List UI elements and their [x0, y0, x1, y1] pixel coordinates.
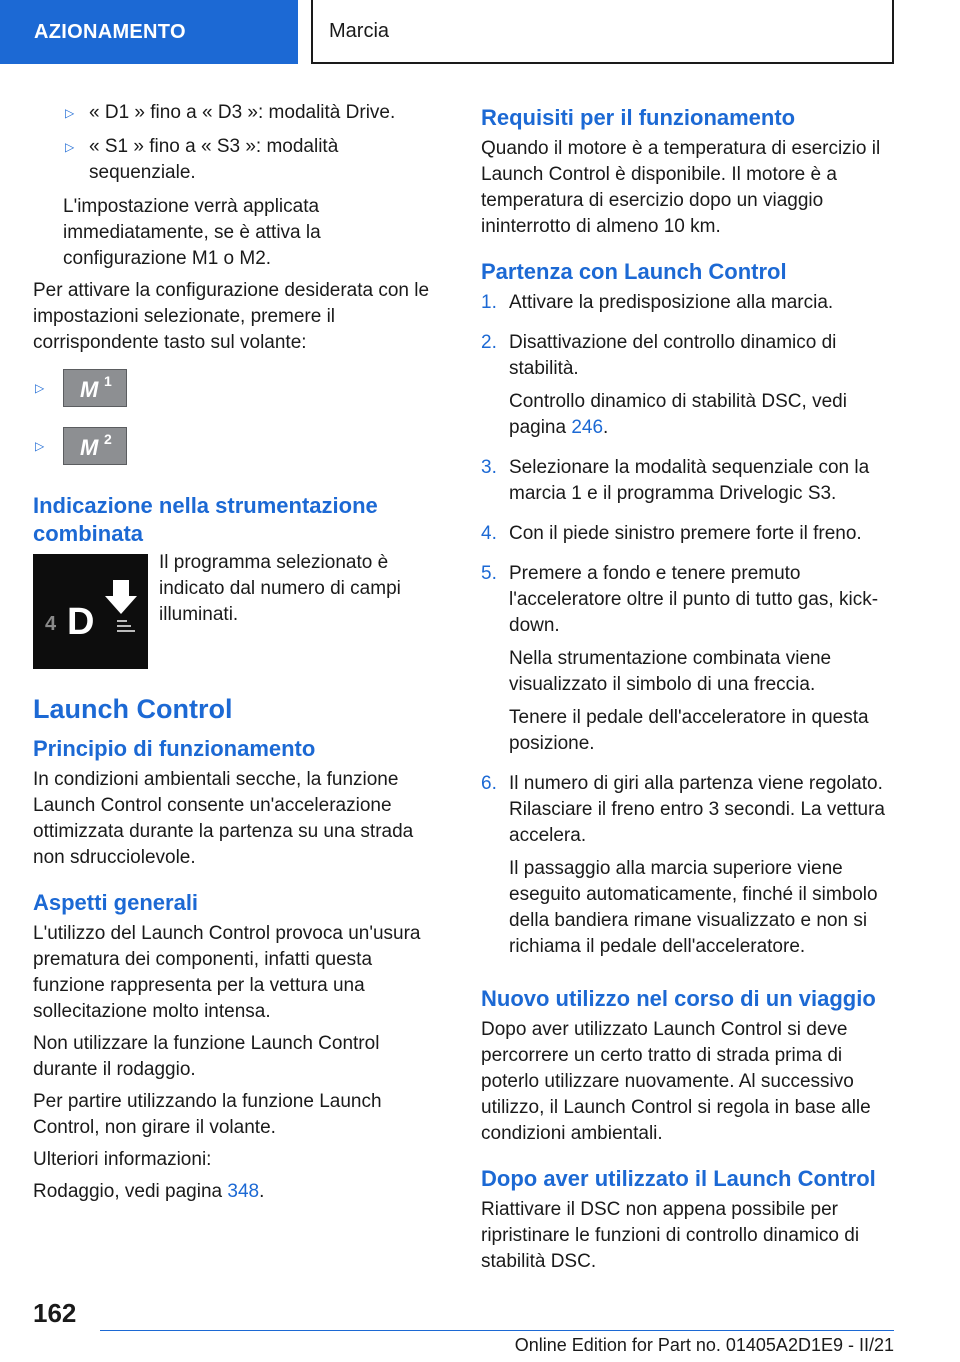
page-number: 162 [33, 1298, 77, 1328]
requirements-text: Quando il motore è a temperatura di esercizio il Launch Control è disponibile. Il motore è a temperatura di esercizio dopo un viaggio ininterrotto di almeno 10 km. [481, 138, 881, 237]
footer-divider [100, 1330, 894, 1331]
m2-button-row [33, 420, 448, 472]
m1-button-row [33, 362, 448, 414]
list-item [481, 290, 899, 323]
indicator-bar [117, 630, 135, 632]
list-item [33, 134, 448, 186]
reuse-text: Dopo aver utilizzato Launch Control si deve percorrere un certo tratto di strada prima di poterlo utilizzare nuovamente. Al successivo utilizzo, il Launch Control si regola in base alle condizioni ambientali. [481, 1019, 871, 1144]
section-tab [0, 0, 298, 64]
indicator-bar [117, 620, 127, 622]
step-number: 1. [481, 292, 497, 313]
list-item [481, 521, 899, 554]
m1-sup: 1 [104, 373, 112, 389]
general-text-2: Non utilizzare la funzione Launch Control durante il rodaggio. [33, 1033, 380, 1080]
page-link[interactable]: 348 [227, 1181, 260, 1202]
step-subtext: Il passaggio alla marcia superiore viene eseguito automaticamente, finché il simbolo della bandiera rimane visualizzato e non si richiama il pedale dell'acceleratore. [509, 858, 878, 957]
after-text: Riattivare il DSC non appena possibile per ripristinare le funzioni di controllo dinamico di stabilità DSC. [481, 1199, 860, 1272]
list-item [33, 100, 448, 126]
setting-note: L'impostazione verrà applicata immediatamente, se è attiva la configurazione M1 o M2. [63, 196, 321, 269]
step-text: Attivare la predisposizione alla marcia. [509, 292, 834, 313]
requirements-heading: Requisiti per il funzionamento [481, 105, 796, 130]
m1-button-icon [63, 369, 127, 407]
right-column [481, 100, 899, 1281]
principle-heading: Principio di funzionamento [33, 736, 316, 761]
down-arrow-icon [105, 580, 137, 614]
principle-text: In condizioni ambientali secche, la funzione Launch Control consente un'accelerazione ottimizzata durante la partenza su una strada non sdrucciolevole. [33, 769, 414, 868]
list-item [481, 455, 899, 514]
indication-block [33, 554, 448, 669]
start-heading: Partenza con Launch Control [481, 259, 787, 284]
list-item [481, 771, 899, 967]
indicator-bar [117, 625, 131, 627]
general-heading: Aspetti generali [33, 890, 199, 915]
m2-letter: M [80, 435, 99, 460]
triangle-bullet-icon: ▷ [65, 106, 75, 120]
m1-letter: M [80, 377, 99, 402]
step-subtext: Nella strumentazione combinata viene visualizzato il simbolo di una freccia. [509, 648, 832, 695]
step-text: Selezionare la modalità sequenziale con la marcia 1 e il programma Drivelogic S3. [509, 457, 870, 504]
section-title: AZIONAMENTO [34, 21, 186, 43]
step-text: Premere a fondo e tenere premuto l'acceleratore oltre il punto di tutto gas, kick-down. [509, 563, 879, 636]
general-text-3: Per partire utilizzando la funzione Launch Control, non girare il volante. [33, 1091, 382, 1138]
page-link[interactable]: 246 [571, 417, 604, 438]
general-text-1: L'utilizzo del Launch Control provoca un'usura prematura dei componenti, infatti questa funzione rappresenta per la vettura una sollecitazione molto intensa. [33, 923, 421, 1022]
step-text: Con il piede sinistro premere forte il freno. [509, 523, 862, 544]
left-column [33, 100, 448, 1211]
indication-text: Il programma selezionato è indicato dal numero di campi illuminati. [159, 552, 401, 625]
list-item [481, 330, 899, 448]
indication-heading: Indicazione nella strumentazione combinata [33, 493, 378, 546]
step-subtext: Tenere il pedale dell'acceleratore in questa posizione. [509, 707, 869, 754]
reuse-heading: Nuovo utilizzo nel corso di un viaggio [481, 986, 876, 1011]
list-item [481, 561, 899, 764]
footer-edition: Online Edition for Part no. 01405A2D1E9 - II/21 [514, 1335, 894, 1355]
more-info-label: Ulteriori informazioni: [33, 1149, 212, 1170]
bullet-text: « S1 » fino a « S3 »: modalità sequenziale. [89, 136, 339, 183]
triangle-bullet-icon: ▷ [35, 381, 45, 395]
chapter-title: Marcia [329, 20, 390, 42]
step-text: Il numero di giri alla partenza viene regolato. Rilasciare il freno entro 3 secondi. La vettura accelera. [509, 773, 885, 846]
indicator-number: 4 [45, 613, 57, 635]
rodaggio-ref: Rodaggio, vedi pagina 348. [33, 1181, 265, 1202]
after-heading: Dopo aver utilizzato il Launch Control [481, 1166, 876, 1191]
chapter-header [311, 0, 894, 64]
launch-heading: Launch Control [33, 694, 233, 724]
step-subtext: Controllo dinamico di stabilità DSC, vedi pagina 246. [509, 391, 847, 438]
step-number: 5. [481, 563, 497, 584]
gear-indicator-image [33, 554, 148, 669]
m2-sup: 2 [104, 431, 112, 447]
step-number: 2. [481, 332, 497, 353]
triangle-bullet-icon: ▷ [65, 140, 75, 154]
step-number: 6. [481, 773, 497, 794]
step-number: 4. [481, 523, 497, 544]
step-number: 3. [481, 457, 497, 478]
triangle-bullet-icon: ▷ [35, 439, 45, 453]
m2-button-icon [63, 427, 127, 465]
intro-text: Per attivare la configurazione desiderata con le impostazioni selezionate, premere il corrispondente tasto sul volante: [33, 280, 430, 353]
step-text: Disattivazione del controllo dinamico di stabilità. [509, 332, 837, 379]
indicator-letter: D [67, 601, 95, 643]
bullet-text: « D1 » fino a « D3 »: modalità Drive. [89, 102, 396, 123]
